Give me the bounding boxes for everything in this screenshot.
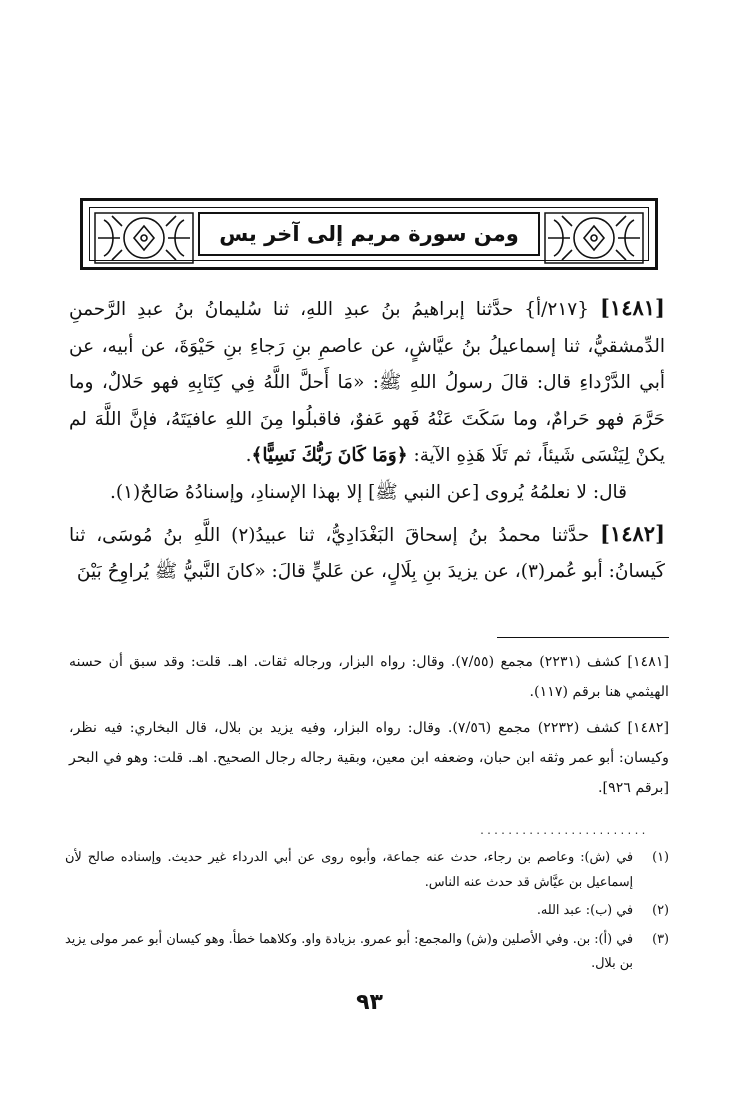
- footnote-separator: ........................: [479, 826, 648, 837]
- footnote: [65, 899, 669, 924]
- hadith-1482: [69, 516, 665, 591]
- hadith-body: {٢١٧/أ} حدَّثنا إبراهيمُ بنُ عبدِ اللهِ، ثنا سُليمانُ بنُ عبدِ الرَّحمنِ الدِّمشقيُّ، ثنا إسماعيلُ بنُ عيَّاشٍ، عن عاصمِ بنِ رَجاءِ بنِ حَيْوَةَ، عن أبيه، عن أبي الدَّرْداءِ قال: قالَ رسولُ اللهِ ﷺ: «مَا أَحلَّ اللَّهُ فِي كِتَابِهِ فهو حَلالٌ، وما حَرَّمَ فهو حَرامٌ، وما سَكَتَ عَنْهُ فَهو عَفوٌ، فاقبلُوا مِنَ اللهِ عافيَتَهُ، فإنَّ اللَّهَ لم يكنْ لِيَنْسَى شَيئاً، ثم تَلَا هَذِهِ الآية:: [69, 299, 665, 467]
- footnote-text: في (ش): وعاصم بن رجاء، حدث عنه جماعة، وأبوه روى عن أبي الدرداء غير حديث. وإسناده صالح لأن إسماعيل بن عيَّاش قد حدث عنه الناس.: [65, 850, 633, 890]
- chapter-title: ومن سورة مريم إلى آخر يس: [219, 222, 519, 246]
- takhrij-1482: [١٤٨٢] كشف (٢٢٣٢) مجمع (٧/٥٦). وقال: رواه البزار، وفيه يزيد بن بلال، قال البخاري: فيه نظر، وكيسان: أبو عمر وثقه ابن حبان، وضعفه ابن معين، وبقية رجاله رجال الصحيح. اهـ. قلت: وهو في البحر [برقم ٩٢٦].: [69, 720, 670, 796]
- header-frame: [89, 207, 649, 261]
- chapter-title-box: [198, 212, 540, 256]
- hadith-body: حدَّثنا محمدُ بنُ إسحاقَ البَغْدَادِيُّ، ثنا عبيدُ(٢) اللَّهِ بنُ مُوسَى، ثنا كَيسانُ: أبو عُمر(٣)، عن يزيدَ بنِ بِلَالٍ، عن عَليٍّ قالَ: «كانَ النَّبيُّ ﷺ يُراوِحُ بَيْنَ: [69, 524, 665, 583]
- hadith-1481: [69, 290, 665, 475]
- quran-verse: ﴿وَمَا كَانَ رَبُّكَ نَسِيًّا﴾: [251, 445, 408, 467]
- footnote-text: في (أ): بن. وفي الأصلين و(ش) والمجمع: أبو عمرو. بزيادة واو. وكلاهما خطأ. وهو كيسان أبو عمر مولى يزيد بن بلال.: [65, 931, 633, 972]
- hadith-number: [١٤٨١]: [599, 295, 665, 320]
- hadith-text: [69, 290, 665, 591]
- footnote: [65, 928, 669, 977]
- takhrij-separator: [497, 637, 669, 638]
- footnote-number: (٢): [652, 903, 669, 919]
- footnotes: [65, 846, 669, 981]
- author-comment: قال: لا نعلمُهُ يُروى [عن النبي ﷺ] إلا بهذا الإسنادِ، وإسنادُهُ صَالحٌ(١).: [110, 481, 627, 503]
- arabesque-ornament-icon: [544, 212, 644, 264]
- footnote-number: (١): [652, 850, 669, 865]
- page-number: ٩٣: [356, 990, 383, 1015]
- takhrij-notes: [69, 647, 669, 809]
- arabesque-ornament-icon: [94, 212, 194, 264]
- hadith-number: [١٤٨٢]: [600, 520, 665, 546]
- footnote-number: (٣): [652, 931, 669, 947]
- chapter-header: [80, 198, 658, 270]
- footnote-text: في (ب): عبد الله.: [536, 903, 633, 919]
- takhrij-1481: [١٤٨١] كشف (٢٢٣١) مجمع (٧/٥٥). وقال: رواه البزار، ورجاله ثقات. اهـ. قلت: وقد سبق أن حسنه الهيثمي هنا برقم (١١٧).: [69, 654, 669, 700]
- footnote: [65, 846, 669, 895]
- hadith-end: .: [245, 445, 252, 467]
